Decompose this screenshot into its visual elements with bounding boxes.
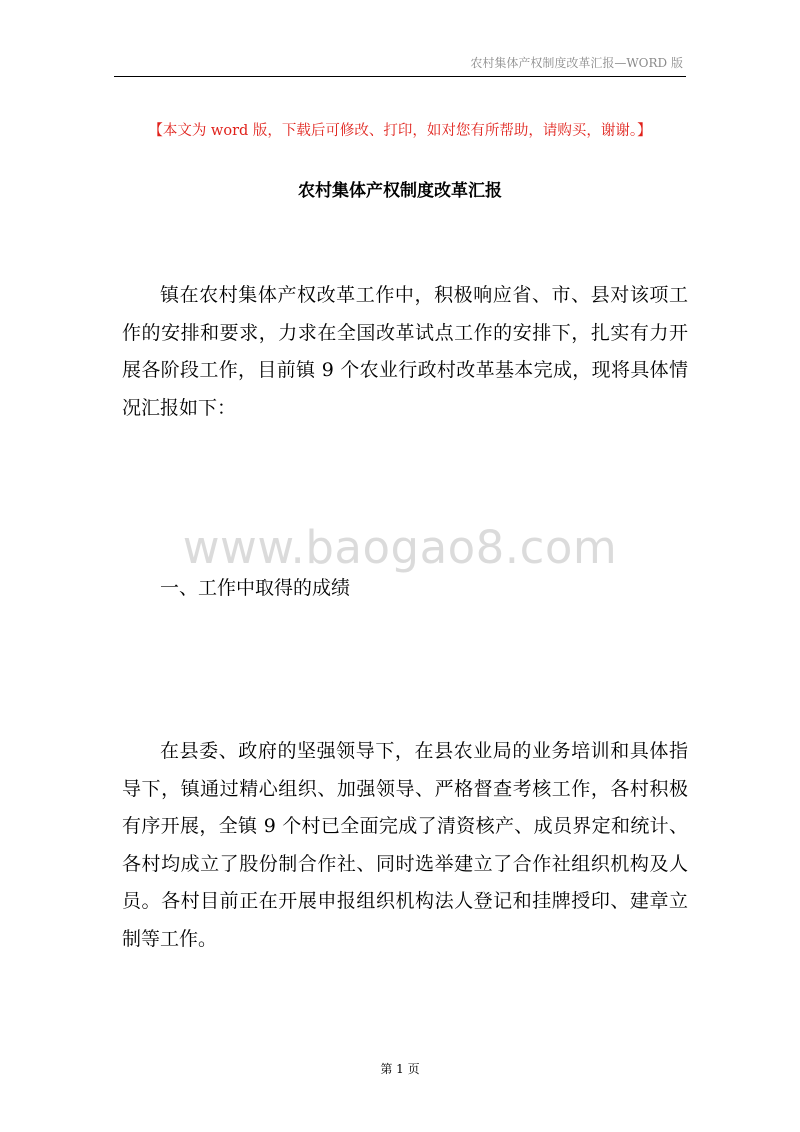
achievements-paragraph: 在县委、政府的坚强领导下，在县农业局的业务培训和具体指导下，镇通过精心组织、加强领导、严格督查考核工作，各村积极有序开展，全镇 9 个村已全面完成了清资核产、成员界定和统计、各村均成立了股份制合作社、同时选举建立了合作社组织机构及人员。各村目前正在开展申报组织机构法人登记和挂牌授印、建章立制等工作。 [122,740,688,950]
intro-paragraph: 镇在农村集体产权改革工作中，积极响应省、市、县对该项工作的安排和要求，力求在全国改革试点工作的安排下，扎实有力开展各阶段工作，目前镇 9 个农业行政村改革基本完成，现将具体情况汇报如下： [122,284,688,419]
site-watermark: www.baogao8.com [182,521,618,574]
header-divider [114,76,686,77]
section-heading-achievements: 一、工作中取得的成绩 [160,577,351,599]
document-title: 农村集体产权制度改革汇报 [298,181,502,201]
running-header: 农村集体产权制度改革汇报—WORD 版 [470,56,683,70]
word-version-notice: 【本文为 word 版，下载后可修改、打印，如对您有所帮助，请购买，谢谢。】 [148,123,652,139]
page-number: 第 1 页 [380,1062,420,1076]
